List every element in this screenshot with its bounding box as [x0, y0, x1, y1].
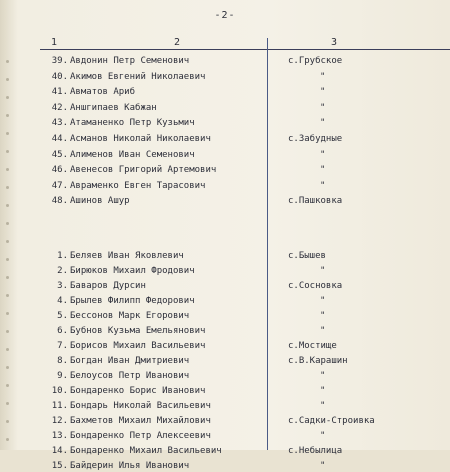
entry-place: с.Мостище [288, 341, 337, 351]
margin-perforation [6, 366, 9, 369]
list-item [0, 385, 450, 397]
entry-place: " [320, 371, 326, 381]
list-item [0, 460, 450, 472]
margin-perforation [6, 78, 9, 81]
entry-place: с.Забудные [288, 134, 343, 144]
entry-place: с.Бышев [288, 251, 326, 261]
list-item [0, 149, 450, 161]
margin-perforation [6, 222, 9, 225]
list-item [0, 430, 450, 442]
list-item [0, 71, 450, 83]
list-item [0, 295, 450, 307]
entry-number: 6. [57, 326, 68, 336]
entry-number: 43. [51, 118, 68, 129]
entry-name: Богдан Иван Дмитриевич [70, 356, 190, 366]
margin-perforation [6, 96, 9, 99]
entry-place: " [320, 71, 326, 82]
entry-name: Алименов Иван Семенович [70, 149, 195, 160]
entry-place: " [320, 165, 326, 176]
margin-perforation [6, 348, 9, 351]
page-number: -2- [214, 10, 236, 21]
margin-perforation [6, 186, 9, 189]
entry-name: Бирюков Михаил Фродович [70, 266, 195, 276]
margin-perforation [6, 294, 9, 297]
list-item [0, 340, 450, 352]
entry-place: с.В.Карашин [288, 356, 348, 366]
entry-number: 8. [57, 356, 68, 366]
entry-place: " [320, 87, 326, 98]
list-item [0, 310, 450, 322]
list-item [0, 445, 450, 457]
entry-number: 47. [51, 180, 68, 191]
margin-perforation [6, 258, 9, 261]
margin-perforation [6, 168, 9, 171]
margin-perforation [6, 438, 9, 441]
entry-number: 41. [51, 87, 68, 98]
entry-place: " [320, 311, 326, 321]
entry-number: 3. [57, 281, 68, 291]
entry-name: Борисов Михаил Васильевич [70, 341, 206, 351]
entry-number: 2. [57, 266, 68, 276]
list-item [0, 117, 450, 129]
list-item [0, 195, 450, 207]
entry-name: Авматов Ариб [70, 87, 136, 98]
entry-place: " [320, 149, 326, 160]
entry-number: 1. [57, 251, 68, 261]
entry-place: " [320, 180, 326, 191]
entry-number: 42. [51, 102, 68, 113]
entry-number: 12. [51, 416, 68, 426]
margin-perforation [6, 312, 9, 315]
header-rule [40, 49, 450, 50]
entry-number: 15. [51, 461, 68, 471]
entry-number: 39. [51, 56, 68, 66]
entry-name: Баваров Дурсин [70, 281, 146, 291]
entry-place: " [320, 118, 326, 129]
entry-number: 10. [51, 386, 68, 396]
entry-place: " [320, 266, 326, 276]
entry-number: 13. [51, 431, 68, 441]
margin-perforation [6, 420, 9, 423]
margin-perforation [6, 276, 9, 279]
entry-name: Аншгипаев Кабжан [70, 102, 157, 113]
entry-place: " [320, 102, 326, 113]
entry-name: Бахметов Михаил Михайлович [70, 416, 211, 426]
entry-number: 46. [51, 165, 68, 176]
list-item [0, 370, 450, 382]
entry-number: 9. [57, 371, 68, 381]
margin-perforation [6, 114, 9, 117]
entry-name: Беляев Иван Яковлевич [70, 251, 184, 261]
list-item [0, 265, 450, 277]
entry-name: Байдерин Илья Иванович [70, 461, 190, 471]
entry-name: Ашинов Ашур [70, 196, 130, 207]
entry-name: Бубнов Кузьма Емельянович [70, 326, 206, 336]
margin-perforation [6, 132, 9, 135]
list-item [0, 102, 450, 114]
list-item [0, 400, 450, 412]
entry-name: Авенесов Григорий Артемович [70, 165, 217, 176]
entry-place: " [320, 401, 326, 411]
margin-perforation [6, 240, 9, 243]
entry-name: Авраменко Евген Тарасович [70, 180, 206, 191]
entry-number: 7. [57, 341, 68, 351]
list-item [0, 250, 450, 262]
margin-perforation [6, 60, 9, 63]
entry-number: 45. [51, 149, 68, 160]
margin-perforation [6, 402, 9, 405]
entry-number: 5. [57, 311, 68, 321]
entry-place: " [320, 296, 326, 306]
list-item [0, 325, 450, 337]
entry-name: Брылев Филипп Федорович [70, 296, 195, 306]
entry-place: с.Сосновка [288, 281, 343, 291]
list-item [0, 55, 450, 67]
entry-name: Бондарь Николай Васильевич [70, 401, 211, 411]
entry-name: Авдонин Петр Семенович [70, 56, 190, 66]
list-item [0, 164, 450, 176]
entry-place: " [320, 461, 326, 471]
margin-perforation [6, 204, 9, 207]
entry-place: " [320, 431, 326, 441]
list-item [0, 355, 450, 367]
entry-name: Асманов Николай Николаевич [70, 134, 211, 144]
entry-name: Бондаренко Борис Иванович [70, 386, 206, 396]
entry-place: " [320, 386, 326, 396]
list-item [0, 280, 450, 292]
entry-name: Белоусов Петр Иванович [70, 371, 190, 381]
entry-place: с.Садки-Строивка [288, 416, 375, 426]
list-item [0, 133, 450, 145]
entry-number: 14. [51, 446, 68, 456]
column-header-1: 1 [51, 37, 58, 48]
entry-name: Акимов Евгений Николаевич [70, 71, 206, 82]
column-header-3: 3 [331, 37, 338, 48]
entry-place: с.Небылица [288, 446, 343, 456]
margin-perforation [6, 330, 9, 333]
entry-name: Бондаренко Михаил Васильевич [70, 446, 222, 456]
list-item [0, 86, 450, 98]
entry-number: 11. [51, 401, 68, 411]
list-item [0, 415, 450, 427]
margin-perforation [6, 150, 9, 153]
entry-number: 4. [57, 296, 68, 306]
entry-number: 48. [51, 196, 68, 207]
entry-name: Бессонов Марк Егорович [70, 311, 190, 321]
entry-name: Атаманенко Петр Кузьмич [70, 118, 195, 129]
entry-place: " [320, 326, 326, 336]
entry-place: с.Пашковка [288, 196, 343, 207]
list-item [0, 180, 450, 192]
entry-number: 44. [51, 134, 68, 144]
column-header-2: 2 [174, 37, 181, 48]
margin-perforation [6, 384, 9, 387]
entry-place: с.Грубское [288, 56, 343, 66]
entry-number: 40. [51, 71, 68, 82]
entry-name: Бондаренко Петр Алексеевич [70, 431, 211, 441]
